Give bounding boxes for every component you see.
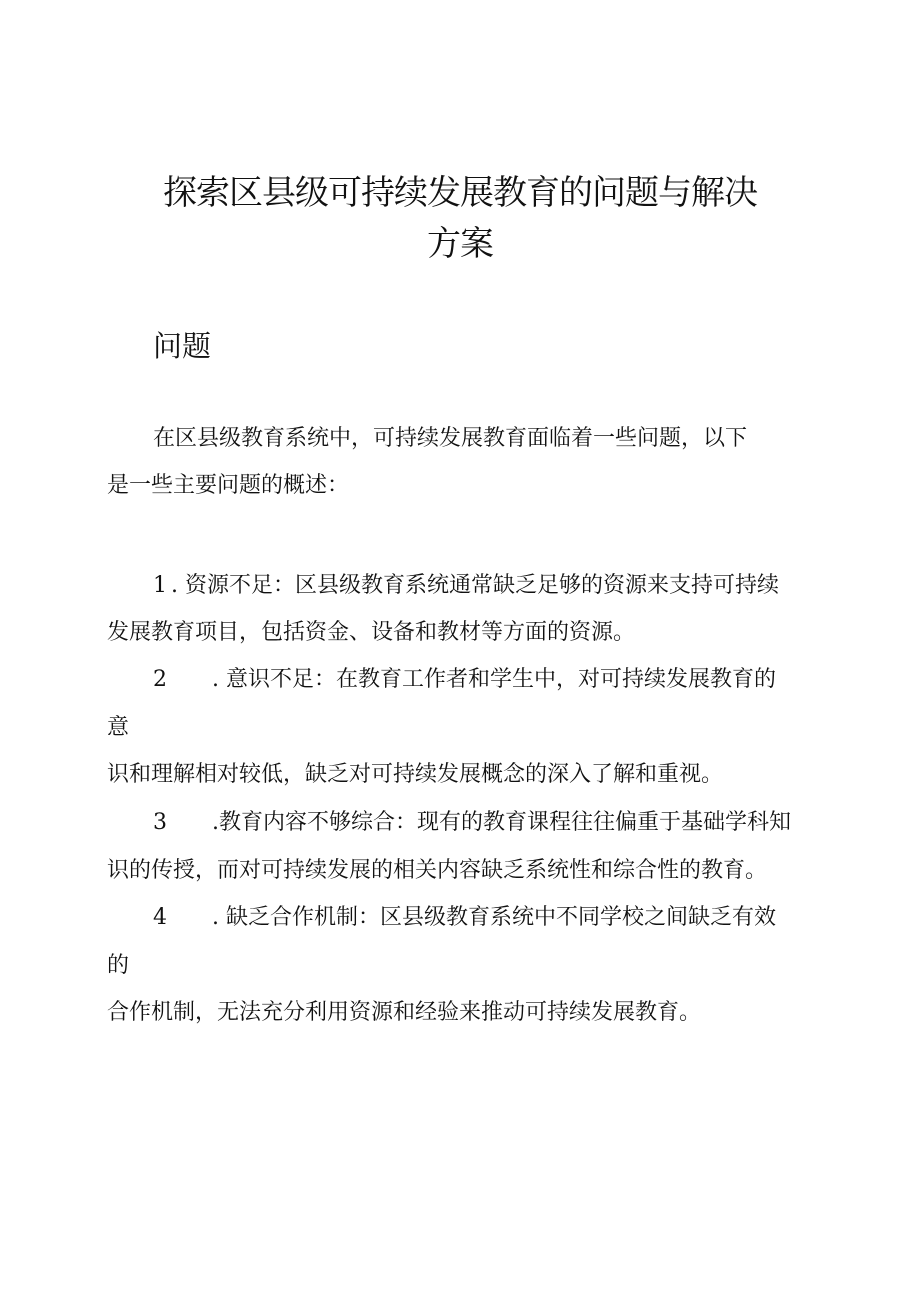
list-item-line: . 意识不足：在教育工作者和学生中，对可持续发展教育的: [212, 667, 776, 692]
list-item-line: 的: [107, 953, 130, 978]
list-item-number: 1: [153, 573, 167, 598]
document-title-line-1: 探索区县级可持续发展教育的问题与解决: [163, 173, 757, 213]
list-item-line: .教育内容不够综合：现有的教育课程往往偏重于基础学科知: [212, 810, 791, 835]
list-item-line: 意: [107, 715, 130, 740]
intro-line-1: 在区县级教育系统中，可持续发展教育面临着一些问题，以下: [153, 426, 748, 451]
list-item-number: 3: [153, 810, 167, 835]
list-item-number: 4: [153, 905, 167, 930]
list-item-line: 识的传授，而对可持续发展的相关内容缺乏系统性和综合性的教育。: [107, 858, 768, 883]
section-heading: 问题: [153, 329, 212, 363]
document-title-line-2: 方案: [427, 224, 493, 264]
list-item-line: 发展教育项目，包括资金、设备和教材等方面的资源。: [107, 620, 636, 645]
intro-line-2: 是一些主要问题的概述：: [107, 473, 350, 498]
list-item-number: 2: [153, 667, 167, 692]
list-item-line: . 资源不足：区县级教育系统通常缺乏足够的资源来支持可持续: [171, 573, 779, 598]
list-item-line: 识和理解相对较低，缺乏对可持续发展概念的深入了解和重视。: [107, 762, 724, 787]
list-item-line: 合作机制，无法充分利用资源和经验来推动可持续发展教育。: [107, 1000, 702, 1025]
list-item-line: . 缺乏合作机制：区县级教育系统中不同学校之间缺乏有效: [212, 905, 776, 930]
